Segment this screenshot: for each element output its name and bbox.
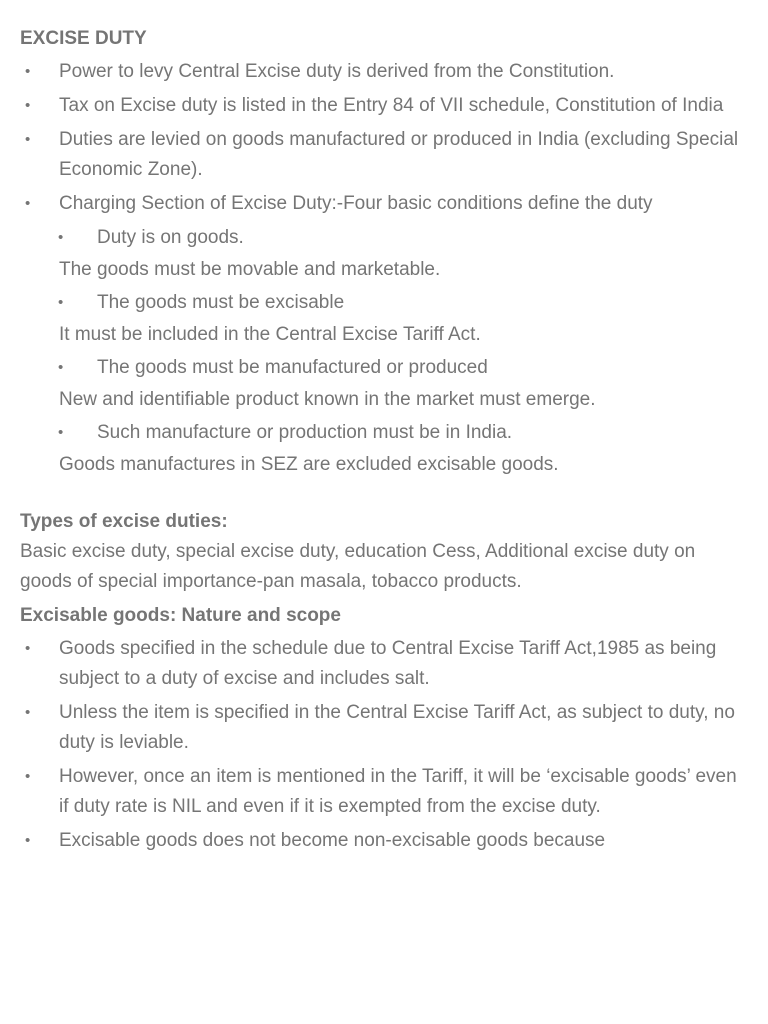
bullet-marker: • — [25, 63, 31, 80]
condition-note: Goods manufactures in SEZ are excluded excisable goods. — [59, 454, 559, 475]
intro-bullet — [20, 57, 750, 87]
excisable-bullet — [20, 762, 750, 822]
intro-bullet — [20, 125, 750, 185]
condition-text: Duty is on goods. — [97, 227, 244, 248]
spacer — [20, 483, 750, 507]
intro-bullet-text: Duties are levied on goods manufactured or produced in India (excluding Special Economic Zone). — [59, 129, 739, 180]
intro-bullet-text: Tax on Excise duty is listed in the Entry 84 of VII schedule, Constitution of India — [59, 95, 724, 116]
bullet-marker: • — [25, 640, 31, 657]
bullet-marker: • — [58, 424, 64, 441]
bullet-marker: • — [58, 359, 64, 376]
document-page — [20, 24, 750, 860]
condition-bullet — [20, 223, 750, 253]
condition-bullet — [20, 418, 750, 448]
bullet-marker: • — [58, 229, 64, 246]
condition-note: The goods must be movable and marketable. — [59, 259, 441, 280]
bullet-marker: • — [25, 704, 31, 721]
bullet-marker: • — [25, 832, 31, 849]
bullet-marker: • — [25, 768, 31, 785]
excisable-bullet-text: Unless the item is specified in the Central Excise Tariff Act, as subject to duty, no duty is leviable. — [59, 702, 735, 753]
condition-note: It must be included in the Central Excise Tariff Act. — [59, 324, 481, 345]
intro-bullet-text: Charging Section of Excise Duty:-Four basic conditions define the duty — [59, 193, 653, 214]
condition-text: Such manufacture or production must be in India. — [97, 422, 513, 443]
condition-text: The goods must be manufactured or produced — [97, 357, 488, 378]
excisable-heading: Excisable goods: Nature and scope — [20, 605, 341, 626]
excisable-bullet — [20, 826, 750, 856]
excisable-bullet-text: Goods specified in the schedule due to Central Excise Tariff Act,1985 as being subject to a duty of excise and includes salt. — [59, 638, 717, 689]
bullet-marker: • — [25, 195, 31, 212]
excisable-bullet — [20, 698, 750, 758]
intro-bullet — [20, 189, 750, 219]
excisable-bullet-text: However, once an item is mentioned in the Tariff, it will be ‘excisable goods’ even if duty rate is NIL and even if it is exempted from the excise duty. — [59, 766, 737, 817]
condition-bullet — [20, 353, 750, 383]
bullet-marker: • — [25, 131, 31, 148]
bullet-marker: • — [25, 97, 31, 114]
intro-bullet-text: Power to levy Central Excise duty is derived from the Constitution. — [59, 61, 615, 82]
condition-note: New and identifiable product known in the market must emerge. — [59, 389, 596, 410]
types-text: Basic excise duty, special excise duty, education Cess, Additional excise duty on goods of special importance-pan masala, tobacco products. — [20, 541, 696, 592]
bullet-marker: • — [58, 294, 64, 311]
condition-text: The goods must be excisable — [97, 292, 345, 313]
types-heading: Types of excise duties: — [20, 511, 228, 532]
excisable-bullet — [20, 634, 750, 694]
condition-bullet — [20, 288, 750, 318]
intro-bullet — [20, 91, 750, 121]
page-title: EXCISE DUTY — [20, 28, 147, 49]
excisable-bullet-text: Excisable goods does not become non-excisable goods because — [59, 830, 606, 851]
